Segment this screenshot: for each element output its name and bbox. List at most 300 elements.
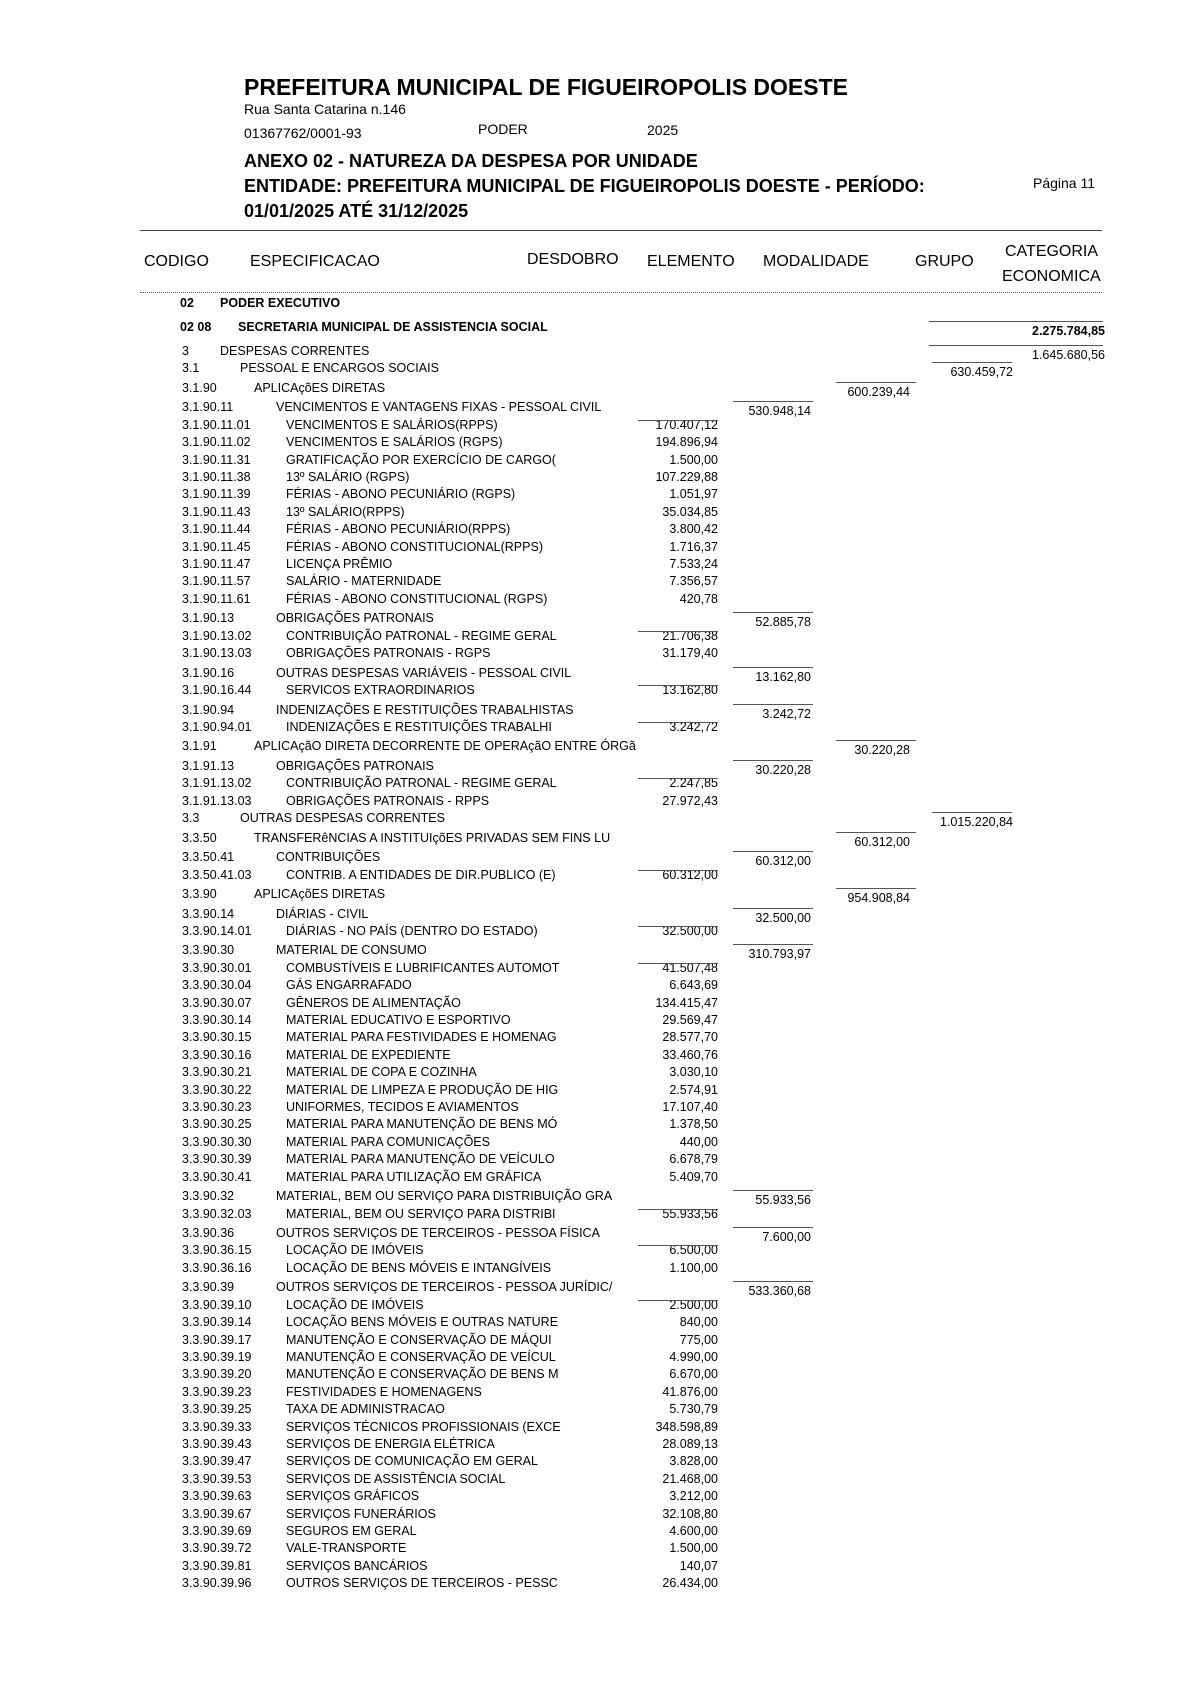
row-especificacao: FÉRIAS - ABONO CONSTITUCIONAL(RPPS) [286, 539, 543, 554]
row-especificacao: MATERIAL PARA COMUNICAÇÕES [286, 1134, 490, 1149]
row-code: 3.3.90.39.19 [182, 1349, 252, 1364]
table-row [0, 453, 1191, 470]
row-especificacao: LOCAÇÃO DE BENS MÓVEIS E INTANGÍVEIS [286, 1260, 552, 1275]
table-row [0, 703, 1191, 720]
row-especificacao: FESTIVIDADES E HOMENAGENS [286, 1384, 482, 1399]
table-row [0, 759, 1191, 776]
col-especificacao: ESPECIFICACAO [250, 253, 380, 270]
table-row [0, 361, 1191, 378]
row-code: 3.1.90.16.44 [182, 683, 252, 697]
row-especificacao: OBRIGAÇÕES PATRONAIS - RGPS [286, 646, 491, 661]
row-code: 3.3.90.39.20 [182, 1367, 252, 1382]
row-especificacao: GÁS ENGARRAFADO [286, 978, 412, 993]
row-elemento: 7.600,00 [762, 1230, 811, 1244]
row-especificacao: SERVIÇOS GRÁFICOS [286, 1489, 420, 1504]
row-especificacao: SERVIÇOS BANCÁRIOS [286, 1558, 428, 1573]
row-desdobro: 1.100,00 [669, 1260, 718, 1275]
table-row [0, 1507, 1191, 1524]
table-row [0, 1367, 1191, 1384]
row-code: 3.3.90.14 [182, 906, 235, 921]
table-row [0, 683, 1191, 700]
value-rule [932, 812, 1012, 813]
row-especificacao: SECRETARIA MUNICIPAL DE ASSISTENCIA SOCIAL [238, 320, 548, 334]
row-especificacao: OUTRAS DESPESAS CORRENTES [240, 811, 445, 826]
row-especificacao: DIÁRIAS - CIVIL [276, 906, 369, 921]
table-row [0, 1420, 1191, 1437]
table-row [0, 943, 1191, 960]
row-especificacao: SERVIÇOS TÉCNICOS PROFISSIONAIS (EXCE [286, 1419, 561, 1434]
row-code: 3.3.50.41.03 [182, 867, 252, 882]
table-row [0, 1489, 1191, 1506]
row-code: 3.3.90.30.04 [182, 978, 252, 993]
table-row [0, 1261, 1191, 1278]
row-elemento: 60.312,00 [755, 854, 811, 869]
table-row [0, 1083, 1191, 1100]
row-especificacao: MATERIAL DE CONSUMO [276, 943, 427, 958]
table-row [0, 1065, 1191, 1082]
row-modalidade: 30.220,28 [854, 743, 910, 758]
table-row [0, 574, 1191, 591]
row-desdobro: 5.409,70 [669, 1169, 718, 1184]
cnpj: 01367762/0001-93 [244, 125, 362, 141]
row-especificacao: VENCIMENTOS E VANTAGENS FIXAS - PESSOAL CIVIL [276, 400, 602, 415]
row-code: 3.3.90.32.03 [182, 1206, 252, 1221]
row-desdobro: 27.972,43 [662, 793, 718, 808]
row-code: 3.3.90.39.25 [182, 1402, 252, 1417]
table-row [0, 1437, 1191, 1454]
row-code: 3.3.90.39.43 [182, 1436, 252, 1451]
row-desdobro: 6.500,00 [669, 1243, 718, 1258]
row-especificacao: MANUTENÇÃO E CONSERVAÇÃO DE VEÍCUL [286, 1349, 556, 1364]
row-elemento: 3.242,72 [762, 706, 811, 721]
year: 2025 [647, 122, 679, 138]
row-especificacao: 13º SALÁRIO(RPPS) [286, 504, 405, 519]
table-row [0, 996, 1191, 1013]
value-rule [836, 832, 916, 833]
value-rule [733, 1227, 813, 1228]
row-desdobro: 3.212,00 [669, 1489, 718, 1504]
row-code: 3.3.90.30 [182, 943, 235, 958]
row-desdobro: 134.415,47 [655, 995, 718, 1010]
value-rule [733, 851, 813, 852]
row-code: 3.3 [182, 811, 200, 826]
table-row [0, 831, 1191, 848]
row-elemento: 310.793,97 [748, 947, 811, 962]
row-desdobro: 2.574,91 [669, 1082, 718, 1097]
row-elemento: 13.162,80 [755, 669, 811, 684]
value-rule [733, 401, 813, 402]
col-categoria: CATEGORIA [1005, 243, 1099, 260]
row-especificacao: OUTRAS DESPESAS VARIÁVEIS - PESSOAL CIVIL [276, 665, 572, 680]
table-row [0, 1280, 1191, 1297]
value-rule [638, 631, 718, 632]
value-rule [836, 382, 916, 383]
row-elemento: 30.220,28 [755, 762, 811, 777]
row-modalidade: 600.239,44 [847, 384, 910, 399]
row-especificacao: OUTROS SERVIÇOS DE TERCEIROS - PESSOA FÍSICA [276, 1226, 600, 1240]
row-code: 3.3.90.36 [182, 1226, 235, 1240]
row-desdobro: 3.800,42 [669, 522, 718, 537]
row-desdobro: 348.598,89 [655, 1419, 718, 1434]
table-row [0, 1207, 1191, 1224]
value-rule [733, 667, 813, 668]
value-rule [638, 1209, 718, 1210]
header-rule-bottom [140, 292, 1102, 293]
row-desdobro: 7.356,57 [669, 574, 718, 589]
row-code: 3.1.90.11.61 [182, 591, 251, 606]
table-row [0, 1385, 1191, 1402]
row-code: 3.1.90.11.43 [182, 504, 251, 519]
value-rule [733, 1190, 813, 1191]
municipality-title: PREFEITURA MUNICIPAL DE FIGUEIROPOLIS DOESTE [244, 74, 849, 100]
row-desdobro: 2.500,00 [669, 1297, 718, 1312]
row-especificacao: MATERIAL DE COPA E COZINHA [286, 1065, 477, 1080]
row-especificacao: MANUTENÇÃO E CONSERVAÇÃO DE BENS M [286, 1367, 559, 1382]
row-code: 3.1.90.11.57 [182, 574, 251, 589]
table-row [0, 592, 1191, 609]
row-desdobro: 13.162,80 [662, 683, 718, 697]
value-rule [638, 778, 718, 779]
table-row [0, 1541, 1191, 1558]
row-desdobro: 28.577,70 [662, 1030, 718, 1045]
row-especificacao: MATERIAL PARA UTILIZAÇÃO EM GRÁFICA [286, 1169, 542, 1184]
value-rule [733, 760, 813, 761]
row-especificacao: INDENIZAÇÕES E RESTITUIÇÕES TRABALHI [286, 719, 552, 734]
row-especificacao: CONTRIBUIÇÕES [276, 850, 381, 865]
row-especificacao: UNIFORMES, TECIDOS E AVIAMENTOS [286, 1100, 519, 1114]
row-desdobro: 3.828,00 [669, 1454, 718, 1469]
table-row [0, 1030, 1191, 1047]
table-row [0, 1315, 1191, 1332]
table-row [0, 1048, 1191, 1065]
row-elemento: 32.500,00 [755, 910, 811, 925]
row-elemento: 55.933,56 [755, 1193, 811, 1208]
row-grupo: 1.015.220,84 [940, 815, 1013, 830]
table-row [0, 344, 1191, 361]
table-row [0, 666, 1191, 683]
row-especificacao: APLICAçõES DIRETAS [254, 887, 386, 901]
table-row [0, 1576, 1191, 1593]
col-modalidade: MODALIDADE [763, 253, 869, 270]
table-row [0, 1350, 1191, 1367]
row-desdobro: 1.378,50 [669, 1117, 718, 1132]
row-desdobro: 1.500,00 [669, 452, 718, 467]
row-desdobro: 41.507,48 [662, 960, 718, 975]
row-desdobro: 2.247,85 [669, 776, 718, 791]
row-especificacao: SERVIÇOS FUNERÁRIOS [286, 1506, 436, 1521]
row-desdobro: 17.107,40 [662, 1100, 718, 1114]
row-especificacao: TAXA DE ADMINISTRACAO [286, 1402, 445, 1417]
row-code: 3.1.90.13.02 [182, 628, 252, 643]
table-row [0, 611, 1191, 628]
row-especificacao: VENCIMENTOS E SALÁRIOS(RPPS) [286, 417, 498, 432]
value-rule [733, 704, 813, 705]
row-especificacao: DIÁRIAS - NO PAÍS (DENTRO DO ESTADO) [286, 923, 538, 938]
row-especificacao: MATERIAL PARA MANUTENÇÃO DE BENS MÓ [286, 1117, 558, 1132]
value-rule [929, 345, 1103, 346]
value-rule [638, 1300, 718, 1301]
row-desdobro: 55.933,56 [662, 1206, 718, 1221]
table-row [0, 1226, 1191, 1243]
row-code: 3.3.90 [182, 887, 217, 901]
table-row [0, 1298, 1191, 1315]
table-row [0, 629, 1191, 646]
table-row [0, 794, 1191, 811]
table-row [0, 646, 1191, 663]
row-especificacao: SERVIÇOS DE ASSISTÊNCIA SOCIAL [286, 1471, 506, 1486]
row-especificacao: APLICAçõES DIRETAS [254, 380, 386, 395]
row-especificacao: FÉRIAS - ABONO PECUNIÁRIO(RPPS) [286, 522, 511, 537]
row-desdobro: 7.533,24 [669, 557, 718, 571]
row-especificacao: SALÁRIO - MATERNIDADE [286, 574, 442, 589]
row-code: 3.3.90.30.30 [182, 1134, 252, 1149]
table-row [0, 540, 1191, 557]
row-especificacao: LOCAÇÃO BENS MÓVEIS E OUTRAS NATURE [286, 1315, 559, 1330]
row-especificacao: FÉRIAS - ABONO CONSTITUCIONAL (RGPS) [286, 591, 548, 606]
row-desdobro: 21.468,00 [662, 1471, 718, 1486]
table-row [0, 850, 1191, 867]
row-especificacao: OBRIGAÇÕES PATRONAIS [276, 611, 434, 626]
table-row [0, 1559, 1191, 1576]
row-especificacao: SERVICOS EXTRAORDINARIOS [286, 683, 475, 697]
row-desdobro: 35.034,85 [662, 504, 718, 519]
row-code: 3.3.90.39.81 [182, 1558, 252, 1573]
value-rule [733, 1281, 813, 1282]
table-row [0, 320, 1191, 337]
row-code: 3.1.90.11.01 [182, 417, 251, 432]
table-row [0, 522, 1191, 539]
row-code: 3.1.91.13 [182, 758, 235, 773]
row-modalidade: 954.908,84 [847, 891, 910, 905]
row-desdobro: 4.600,00 [669, 1523, 718, 1538]
row-desdobro: 29.569,47 [662, 1013, 718, 1027]
row-desdobro: 107.229,88 [655, 470, 718, 484]
row-desdobro: 840,00 [679, 1315, 718, 1330]
row-desdobro: 1.500,00 [669, 1541, 718, 1556]
row-grupo: 630.459,72 [950, 365, 1013, 380]
row-especificacao: MATERIAL EDUCATIVO E ESPORTIVO [286, 1013, 511, 1027]
row-desdobro: 194.896,94 [655, 435, 718, 450]
row-code: 3.3.90.30.07 [182, 995, 252, 1010]
row-code: 3.3.90.39.63 [182, 1489, 252, 1504]
row-code: 3.3.90.36.16 [182, 1260, 252, 1275]
row-especificacao: LOCAÇÃO DE IMÓVEIS [286, 1243, 424, 1258]
row-especificacao: INDENIZAÇÕES E RESTITUIÇÕES TRABALHISTAS [276, 702, 574, 717]
table-row [0, 1472, 1191, 1489]
row-especificacao: GÊNEROS DE ALIMENTAÇÃO [286, 995, 461, 1010]
row-code: 3.1.90.11.02 [182, 435, 251, 450]
table-row [0, 720, 1191, 737]
row-code: 3.3.90.30.22 [182, 1082, 252, 1097]
table-row [0, 1013, 1191, 1030]
row-especificacao: SEGUROS EM GERAL [286, 1523, 417, 1538]
row-especificacao: OUTROS SERVIÇOS DE TERCEIROS - PESSC [286, 1576, 558, 1591]
row-code: 3.3.90.39.69 [182, 1523, 252, 1538]
row-desdobro: 140,07 [679, 1558, 718, 1573]
row-code: 3.3.90.39.33 [182, 1419, 252, 1434]
table-row [0, 1454, 1191, 1471]
row-code: 3.1.90.16 [182, 665, 235, 680]
row-code: 3.3.90.39.47 [182, 1454, 252, 1469]
row-especificacao: CONTRIBUIÇÃO PATRONAL - REGIME GERAL [286, 628, 557, 643]
table-row [0, 296, 1191, 313]
table-row [0, 776, 1191, 793]
table-row [0, 1117, 1191, 1134]
row-desdobro: 28.089,13 [662, 1436, 718, 1451]
row-code: 3.3.90.39.67 [182, 1506, 252, 1521]
row-desdobro: 41.876,00 [662, 1384, 718, 1399]
row-especificacao: OBRIGAÇÕES PATRONAIS - RPPS [286, 793, 490, 808]
col-elemento: ELEMENTO [647, 253, 735, 270]
row-desdobro: 5.730,79 [669, 1402, 718, 1417]
row-especificacao: TRANSFERêNCIAS A INSTITUIçõES PRIVADAS SEM FINS LU [254, 830, 611, 845]
address: Rua Santa Catarina n.146 [244, 101, 406, 117]
table-row [0, 811, 1191, 828]
row-code: 3.3.90.30.25 [182, 1117, 252, 1132]
row-especificacao: LICENÇA PRÊMIO [286, 557, 393, 571]
row-especificacao: VENCIMENTOS E SALÁRIOS (RGPS) [286, 435, 503, 450]
entity-line: ENTIDADE: PREFEITURA MUNICIPAL DE FIGUEIROPOLIS DOESTE - PERÍODO: [244, 176, 925, 196]
col-grupo: GRUPO [915, 253, 974, 270]
row-desdobro: 3.242,72 [669, 719, 718, 734]
table-row [0, 418, 1191, 435]
row-code: 3.1.90.11.38 [182, 470, 251, 484]
row-desdobro: 4.990,00 [669, 1349, 718, 1364]
row-code: 3.1 [182, 361, 200, 376]
row-code: 3.3.90.39.14 [182, 1315, 252, 1330]
table-row [0, 978, 1191, 995]
row-code: 3.1.90.13.03 [182, 646, 252, 661]
row-code: 3.3.90.30.39 [182, 1152, 252, 1167]
row-code: 3.1.91 [182, 739, 217, 754]
value-rule [638, 926, 718, 927]
row-categoria: 1.645.680,56 [1032, 348, 1105, 362]
row-code: 3.1.90.94.01 [182, 719, 252, 734]
row-desdobro: 6.670,00 [669, 1367, 718, 1382]
row-desdobro: 6.643,69 [669, 978, 718, 993]
row-especificacao: PODER EXECUTIVO [220, 296, 341, 310]
table-row [0, 1170, 1191, 1187]
row-especificacao: MATERIAL DE EXPEDIENTE [286, 1047, 451, 1062]
table-row [0, 1152, 1191, 1169]
row-code: 3.3.90.39.10 [182, 1297, 252, 1312]
row-desdobro: 775,00 [679, 1332, 718, 1347]
row-especificacao: COMBUSTÍVEIS E LUBRIFICANTES AUTOMOT [286, 960, 560, 975]
row-especificacao: DESPESAS CORRENTES [220, 344, 370, 358]
row-desdobro: 3.030,10 [669, 1065, 718, 1080]
row-elemento: 52.885,78 [755, 615, 811, 630]
value-rule [638, 870, 718, 871]
row-especificacao: LOCAÇÃO DE IMÓVEIS [286, 1297, 424, 1312]
row-especificacao: CONTRIB. A ENTIDADES DE DIR.PUBLICO (E) [286, 867, 556, 882]
table-row [0, 1524, 1191, 1541]
row-code: 3 [182, 344, 189, 358]
row-code: 3.3.90.39.96 [182, 1576, 252, 1591]
row-desdobro: 6.678,79 [669, 1152, 718, 1167]
value-rule [836, 888, 916, 889]
row-especificacao: PESSOAL E ENCARGOS SOCIAIS [240, 361, 439, 376]
poder-label: PODER [478, 121, 528, 137]
table-row [0, 435, 1191, 452]
row-desdobro: 170.407,12 [655, 417, 718, 432]
row-especificacao: MATERIAL DE LIMPEZA E PRODUÇÃO DE HIG [286, 1082, 559, 1097]
row-categoria: 2.275.784,85 [1032, 324, 1105, 338]
row-code: 3.3.90.30.21 [182, 1065, 252, 1080]
row-especificacao: MATERIAL PARA MANUTENÇÃO DE VEÍCULO [286, 1152, 555, 1167]
row-especificacao: APLICAçãO DIRETA DECORRENTE DE OPERAçãO ENTRE ÓRGã [254, 739, 636, 754]
row-especificacao: MATERIAL, BEM OU SERVIÇO PARA DISTRIBI [286, 1206, 556, 1221]
row-code: 3.3.90.30.16 [182, 1047, 252, 1062]
row-code: 3.1.90.11.39 [182, 487, 251, 502]
table-row [0, 1100, 1191, 1117]
value-rule [638, 722, 718, 723]
value-rule [932, 362, 1012, 363]
row-code: 3.3.50 [182, 830, 217, 845]
annex-title: ANEXO 02 - NATUREZA DA DESPESA POR UNIDADE [244, 151, 698, 171]
table-row [0, 1333, 1191, 1350]
table-row [0, 400, 1191, 417]
row-desdobro: 440,00 [679, 1134, 718, 1149]
value-rule [733, 908, 813, 909]
row-especificacao: SERVIÇOS DE ENERGIA ELÉTRICA [286, 1436, 495, 1451]
row-especificacao: VALE-TRANSPORTE [286, 1541, 407, 1556]
table-row [0, 961, 1191, 978]
row-especificacao: SERVIÇOS DE COMUNICAÇÃO EM GERAL [286, 1454, 538, 1469]
row-especificacao: OUTROS SERVIÇOS DE TERCEIROS - PESSOA JURÍDIC/ [276, 1280, 613, 1295]
row-especificacao: MATERIAL, BEM OU SERVIÇO PARA DISTRIBUIÇÃO GRA [276, 1189, 613, 1204]
row-code: 3.3.90.39.23 [182, 1384, 252, 1399]
row-code: 02 [180, 296, 194, 310]
row-desdobro: 1.716,37 [669, 539, 718, 554]
row-code: 3.1.90 [182, 380, 217, 395]
row-desdobro: 60.312,00 [662, 867, 718, 882]
table-row [0, 1402, 1191, 1419]
table-row [0, 381, 1191, 398]
row-code: 3.3.90.36.15 [182, 1243, 252, 1258]
row-code: 3.1.90.11.31 [182, 452, 251, 467]
value-rule [836, 740, 916, 741]
row-desdobro: 31.179,40 [662, 646, 718, 661]
row-code: 3.1.90.11.47 [182, 557, 251, 571]
table-row [0, 1189, 1191, 1206]
table-row [0, 1135, 1191, 1152]
value-rule [638, 685, 718, 686]
row-elemento: 530.948,14 [748, 404, 811, 419]
row-code: 3.1.91.13.02 [182, 776, 252, 791]
row-code: 3.1.90.11.45 [182, 539, 251, 554]
row-code: 3.3.50.41 [182, 850, 235, 865]
value-rule [929, 321, 1103, 322]
row-desdobro: 420,78 [679, 591, 718, 606]
row-code: 3.1.90.94 [182, 702, 235, 717]
table-row [0, 487, 1191, 504]
header-rule-top [140, 230, 1102, 231]
row-especificacao: MATERIAL PARA FESTIVIDADES E HOMENAG [286, 1030, 557, 1045]
row-desdobro: 32.500,00 [662, 923, 718, 938]
table-row [0, 907, 1191, 924]
row-especificacao: FÉRIAS - ABONO PECUNIÁRIO (RGPS) [286, 487, 516, 502]
row-especificacao: CONTRIBUIÇÃO PATRONAL - REGIME GERAL [286, 776, 557, 791]
row-code: 3.3.90.30.15 [182, 1030, 252, 1045]
row-elemento: 533.360,68 [748, 1284, 811, 1299]
value-rule [733, 612, 813, 613]
value-rule [638, 420, 718, 421]
row-code: 3.3.90.39.72 [182, 1541, 252, 1556]
value-rule [638, 963, 718, 964]
row-code: 02 08 [180, 320, 212, 334]
row-code: 3.1.90.11 [182, 400, 234, 415]
row-desdobro: 1.051,97 [669, 487, 718, 502]
